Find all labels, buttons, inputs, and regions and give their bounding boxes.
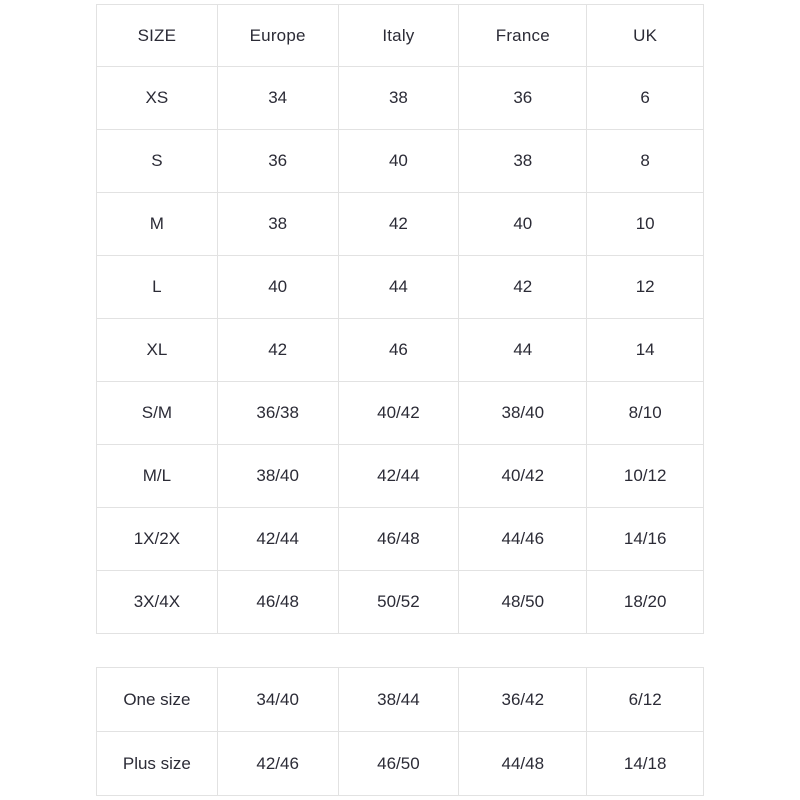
cell-europe: 42/44	[217, 508, 338, 571]
cell-italy: 42	[338, 193, 459, 256]
column-header-france: France	[459, 5, 587, 67]
column-header-italy: Italy	[338, 5, 459, 67]
cell-italy: 40/42	[338, 382, 459, 445]
cell-france: 40	[459, 193, 587, 256]
cell-italy: 46/50	[338, 732, 459, 796]
cell-uk: 8/10	[587, 382, 704, 445]
cell-uk: 10	[587, 193, 704, 256]
cell-italy: 50/52	[338, 571, 459, 634]
row-label: Plus size	[97, 732, 218, 796]
cell-europe: 34	[217, 67, 338, 130]
cell-europe: 36	[217, 130, 338, 193]
cell-france: 48/50	[459, 571, 587, 634]
cell-france: 44/46	[459, 508, 587, 571]
cell-france: 44/48	[459, 732, 587, 796]
row-label: XL	[97, 319, 218, 382]
secondary-size-table	[96, 667, 704, 796]
cell-italy: 40	[338, 130, 459, 193]
main-size-table	[96, 4, 704, 634]
cell-france: 40/42	[459, 445, 587, 508]
cell-europe: 40	[217, 256, 338, 319]
row-label: M/L	[97, 445, 218, 508]
cell-france: 36/42	[459, 668, 587, 732]
cell-europe: 38/40	[217, 445, 338, 508]
column-header-uk: UK	[587, 5, 704, 67]
cell-europe: 42	[217, 319, 338, 382]
table-header-row	[97, 5, 704, 67]
column-header-size: SIZE	[97, 5, 218, 67]
cell-europe: 36/38	[217, 382, 338, 445]
cell-italy: 46	[338, 319, 459, 382]
table-row	[97, 319, 704, 382]
table-row	[97, 193, 704, 256]
cell-italy: 38	[338, 67, 459, 130]
cell-uk: 8	[587, 130, 704, 193]
cell-france: 38/40	[459, 382, 587, 445]
cell-europe: 42/46	[217, 732, 338, 796]
cell-france: 38	[459, 130, 587, 193]
cell-europe: 38	[217, 193, 338, 256]
row-label: One size	[97, 668, 218, 732]
column-header-europe: Europe	[217, 5, 338, 67]
cell-uk: 10/12	[587, 445, 704, 508]
cell-france: 36	[459, 67, 587, 130]
row-label: XS	[97, 67, 218, 130]
cell-europe: 34/40	[217, 668, 338, 732]
cell-france: 42	[459, 256, 587, 319]
cell-uk: 12	[587, 256, 704, 319]
cell-uk: 14/18	[587, 732, 704, 796]
table-row	[97, 571, 704, 634]
table-row	[97, 256, 704, 319]
table-row	[97, 732, 704, 796]
main-size-table-container	[96, 4, 704, 634]
row-label: S	[97, 130, 218, 193]
secondary-size-table-container	[96, 667, 704, 796]
cell-italy: 46/48	[338, 508, 459, 571]
cell-uk: 6	[587, 67, 704, 130]
table-row	[97, 67, 704, 130]
cell-uk: 18/20	[587, 571, 704, 634]
table-row	[97, 445, 704, 508]
row-label: 3X/4X	[97, 571, 218, 634]
row-label: 1X/2X	[97, 508, 218, 571]
row-label: M	[97, 193, 218, 256]
row-label: L	[97, 256, 218, 319]
cell-uk: 6/12	[587, 668, 704, 732]
cell-italy: 44	[338, 256, 459, 319]
table-row	[97, 668, 704, 732]
cell-italy: 38/44	[338, 668, 459, 732]
table-row	[97, 382, 704, 445]
cell-uk: 14/16	[587, 508, 704, 571]
table-row	[97, 130, 704, 193]
cell-uk: 14	[587, 319, 704, 382]
table-row	[97, 508, 704, 571]
cell-europe: 46/48	[217, 571, 338, 634]
cell-italy: 42/44	[338, 445, 459, 508]
row-label: S/M	[97, 382, 218, 445]
cell-france: 44	[459, 319, 587, 382]
